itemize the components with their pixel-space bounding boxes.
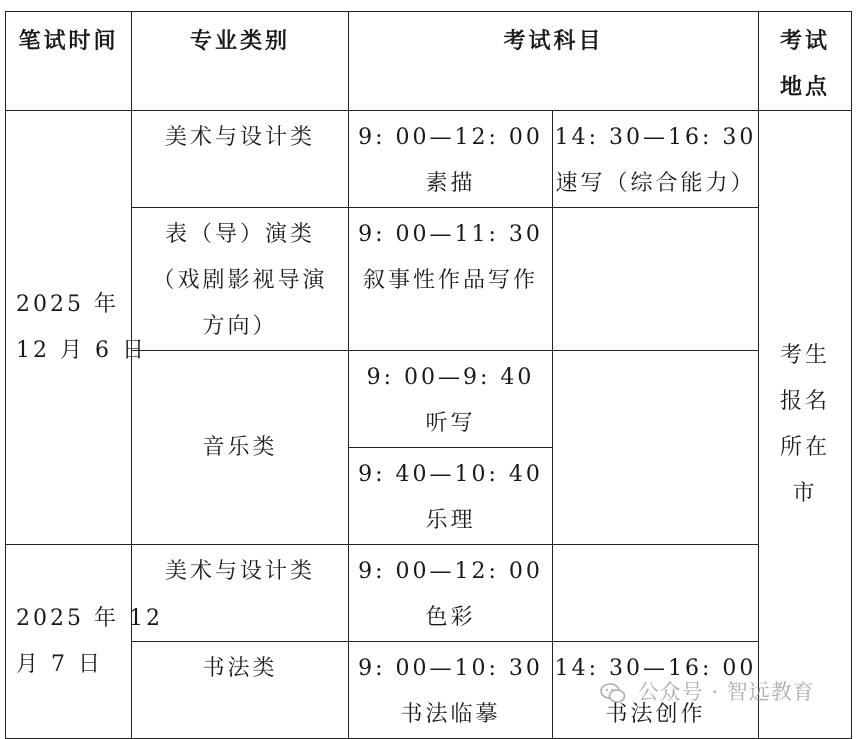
header-major: 专业类别 bbox=[132, 12, 349, 111]
exam-time: 9: 00—12: 00 bbox=[358, 125, 543, 150]
exam-place bbox=[759, 111, 852, 739]
exam-subject: 书法创作 bbox=[605, 702, 706, 727]
subject-cell bbox=[349, 111, 553, 208]
subject-cell bbox=[553, 111, 759, 208]
header-place bbox=[759, 12, 852, 111]
major-perform-line1: 表（导）演类 bbox=[164, 222, 315, 247]
exam-time: 9: 00—9: 40 bbox=[366, 365, 535, 390]
table-row bbox=[6, 351, 852, 448]
exam-subject: 听写 bbox=[425, 411, 476, 436]
header-place-line1: 考试 bbox=[780, 28, 831, 54]
place-line3: 所在 bbox=[780, 434, 831, 460]
exam-time: 9: 00—10: 30 bbox=[358, 656, 543, 681]
place-line1: 考生 bbox=[780, 342, 831, 368]
subject-cell bbox=[349, 208, 553, 351]
date-day2 bbox=[6, 545, 163, 739]
exam-subject: 色彩 bbox=[425, 605, 476, 630]
date-day1-line2: 12 月 6 日 bbox=[16, 337, 147, 363]
date-day2-line1: 2025 年 12 bbox=[16, 605, 163, 631]
exam-time: 9: 40—10: 40 bbox=[358, 462, 543, 487]
exam-schedule-table bbox=[5, 11, 852, 739]
subject-cell bbox=[349, 448, 553, 545]
exam-subject: 速写（综合能力） bbox=[555, 171, 756, 196]
empty-cell bbox=[553, 545, 759, 642]
date-day2-line2: 月 7 日 bbox=[16, 651, 103, 677]
date-day1 bbox=[6, 111, 147, 545]
table-row bbox=[6, 545, 852, 642]
major-calligraphy: 书法类 bbox=[132, 642, 349, 739]
exam-time: 14: 30—16: 00 bbox=[554, 656, 757, 681]
exam-subject: 书法临摹 bbox=[400, 702, 501, 727]
header-subject: 考试科目 bbox=[349, 12, 759, 111]
major-perform-line2: （戏剧影视导演 bbox=[152, 268, 328, 293]
date-day1-line1: 2025 年 bbox=[16, 291, 119, 317]
exam-time: 9: 00—12: 00 bbox=[358, 559, 543, 584]
exam-time: 14: 30—16: 30 bbox=[554, 125, 757, 150]
exam-subject: 乐理 bbox=[425, 508, 476, 533]
major-art-day1: 美术与设计类 bbox=[132, 111, 349, 208]
wechat-logo-icon bbox=[600, 682, 626, 704]
table-row bbox=[6, 111, 852, 208]
empty-cell bbox=[553, 351, 759, 545]
major-music: 音乐类 bbox=[132, 351, 349, 545]
subject-cell bbox=[349, 642, 553, 739]
watermark-text: 公众号 · 智远教育 bbox=[637, 680, 815, 704]
place-line4: 市 bbox=[792, 480, 818, 506]
place-line2: 报名 bbox=[780, 388, 831, 414]
subject-cell bbox=[349, 545, 553, 642]
header-row bbox=[6, 12, 852, 111]
subject-cell bbox=[349, 351, 553, 448]
exam-subject: 叙事性作品写作 bbox=[362, 268, 538, 293]
major-art-day2: 美术与设计类 bbox=[132, 545, 349, 642]
major-perform-line3: 方向） bbox=[202, 314, 278, 339]
exam-time: 9: 00—11: 30 bbox=[358, 222, 543, 247]
exam-subject: 素描 bbox=[425, 171, 476, 196]
watermark bbox=[600, 676, 815, 706]
major-perform bbox=[132, 208, 349, 351]
empty-cell bbox=[553, 208, 759, 351]
table-row bbox=[6, 208, 852, 351]
header-time: 笔试时间 bbox=[6, 12, 132, 111]
header-place-line2: 地点 bbox=[780, 74, 831, 100]
